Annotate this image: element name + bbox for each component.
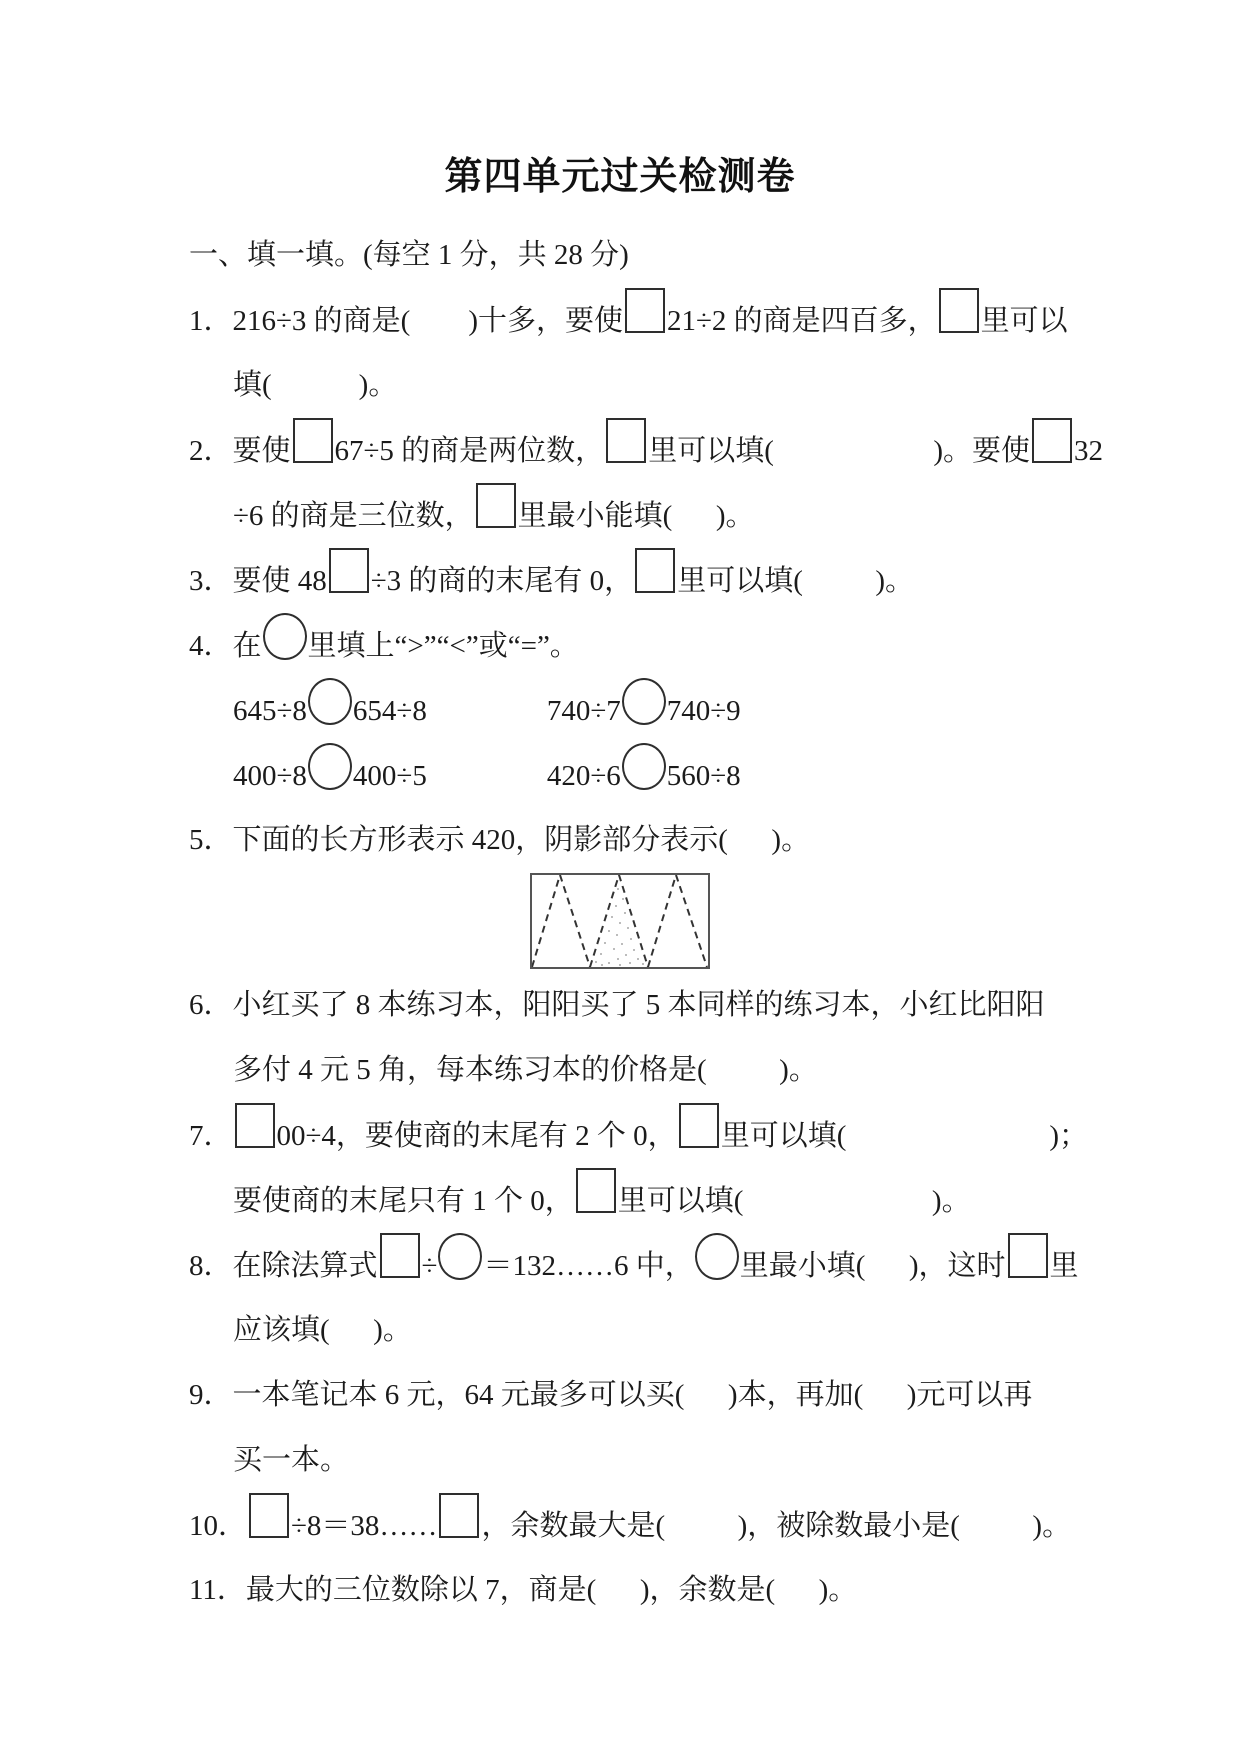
question-line xyxy=(0,678,1240,743)
blank-circle xyxy=(438,1233,482,1280)
text-run: 21÷2 的商是四百多， xyxy=(666,305,937,337)
text-run: 1．216÷3 的商是( )十多，要使 xyxy=(189,305,623,337)
question-line xyxy=(0,1103,1240,1168)
blank-box xyxy=(249,1493,289,1538)
questions-after-figure xyxy=(0,973,1240,1623)
text-run: 里可以 xyxy=(980,305,1068,337)
blank-box xyxy=(939,288,979,333)
question-line xyxy=(0,483,1240,548)
question-line xyxy=(0,1493,1240,1558)
text-run: 645÷8 xyxy=(233,695,307,727)
text-run: 7． xyxy=(189,1120,233,1152)
question-line xyxy=(0,1233,1240,1298)
question-line xyxy=(0,418,1240,483)
text-run: 560÷8 xyxy=(666,760,741,792)
blank-box xyxy=(1008,1233,1048,1278)
text-run: 400÷5 xyxy=(352,760,427,792)
blank-circle xyxy=(308,678,352,725)
question-line xyxy=(0,613,1240,678)
column-gap xyxy=(427,719,547,720)
text-run: ＝132……6 中， xyxy=(483,1250,694,1282)
text-run: 2．要使 xyxy=(189,435,291,467)
text-run: ÷8＝38…… xyxy=(291,1510,438,1542)
text-run: 里填上“>”“<”或“=”。 xyxy=(307,630,579,662)
text-run: 里可以填( )。 xyxy=(617,1185,971,1217)
text-run: 11．最大的三位数除以 7，商是( )，余数是( )。 xyxy=(189,1574,858,1606)
question-line xyxy=(0,353,1240,418)
blank-box xyxy=(329,548,369,593)
question-line xyxy=(0,1168,1240,1233)
text-run: 400÷8 xyxy=(233,760,307,792)
blank-box xyxy=(679,1103,719,1148)
text-run: 4．在 xyxy=(189,630,262,662)
blank-box xyxy=(235,1103,275,1148)
text-run: ÷ xyxy=(421,1250,438,1282)
blank-circle xyxy=(622,743,666,790)
blank-circle xyxy=(263,613,307,660)
shaded-rectangle-figure xyxy=(530,873,710,969)
question-line xyxy=(0,743,1240,808)
text-run: 买一本。 xyxy=(233,1444,350,1476)
question-line xyxy=(0,973,1240,1038)
blank-box xyxy=(380,1233,420,1278)
questions-before-figure xyxy=(0,288,1240,873)
text-run: 多付 4 元 5 角，每本练习本的价格是( )。 xyxy=(233,1054,818,1086)
text-run: 里可以填( )。要使 xyxy=(648,435,1031,467)
text-run: ÷3 的商的末尾有 0， xyxy=(370,565,634,597)
text-run: 740÷9 xyxy=(666,695,741,727)
text-run: 5．下面的长方形表示 420，阴影部分表示( )。 xyxy=(189,824,811,856)
text-run: 32 xyxy=(1074,435,1104,467)
text-run: 740÷7 xyxy=(546,695,621,727)
text-run: ，余数最大是( )，被除数最小是( )。 xyxy=(481,1510,1072,1542)
text-run: 里最小填( )，这时 xyxy=(739,1250,1006,1282)
text-run: 8．在除法算式 xyxy=(189,1250,378,1282)
blank-box xyxy=(1032,418,1072,463)
text-run: 3．要使 48 xyxy=(189,565,327,597)
question-line xyxy=(0,548,1240,613)
question-line xyxy=(0,288,1240,353)
text-run: 里可以填( )； xyxy=(720,1120,1089,1152)
question-line xyxy=(0,1558,1240,1623)
question-line xyxy=(0,1298,1240,1363)
section-header: 一、填一填。(每空 1 分，共 28 分) xyxy=(189,239,629,271)
blank-box xyxy=(625,288,665,333)
text-run: 里 xyxy=(1049,1250,1079,1282)
text-run: 00÷4，要使商的末尾有 2 个 0， xyxy=(276,1120,677,1152)
blank-circle xyxy=(622,678,666,725)
rectangle-outline xyxy=(531,874,709,968)
blank-circle xyxy=(308,743,352,790)
question-line xyxy=(0,1038,1240,1103)
text-run: 654÷8 xyxy=(352,695,427,727)
text-run: 6．小红买了 8 本练习本，阳阳买了 5 本同样的练习本，小红比阳阳 xyxy=(189,989,1045,1021)
dashed-triangles xyxy=(532,875,707,967)
text-run: 10． xyxy=(189,1510,248,1542)
blank-box xyxy=(576,1168,616,1213)
blank-box xyxy=(635,548,675,593)
text-run: 67÷5 的商是两位数， xyxy=(334,435,605,467)
blank-box xyxy=(439,1493,479,1538)
question-line xyxy=(0,1363,1240,1428)
blank-box xyxy=(476,483,516,528)
figure-row xyxy=(0,873,1240,973)
text-run: 9．一本笔记本 6 元，64 元最多可以买( )本，再加( )元可以再 xyxy=(189,1379,1033,1411)
text-run: 420÷6 xyxy=(546,760,621,792)
page-title: 第四单元过关检测卷 xyxy=(444,156,796,198)
blank-box xyxy=(606,418,646,463)
blank-circle xyxy=(695,1233,739,1280)
text-run: 里可以填( )。 xyxy=(677,565,915,597)
blank-box xyxy=(293,418,333,463)
text-run: ÷6 的商是三位数， xyxy=(233,500,474,532)
text-run: 要使商的末尾只有 1 个 0， xyxy=(233,1185,574,1217)
question-line xyxy=(0,808,1240,873)
text-run: 应该填( )。 xyxy=(233,1314,412,1346)
text-run: 填( )。 xyxy=(233,369,398,401)
question-line xyxy=(0,1428,1240,1493)
column-gap xyxy=(427,784,547,785)
text-run: 里最小能填( )。 xyxy=(517,500,755,532)
